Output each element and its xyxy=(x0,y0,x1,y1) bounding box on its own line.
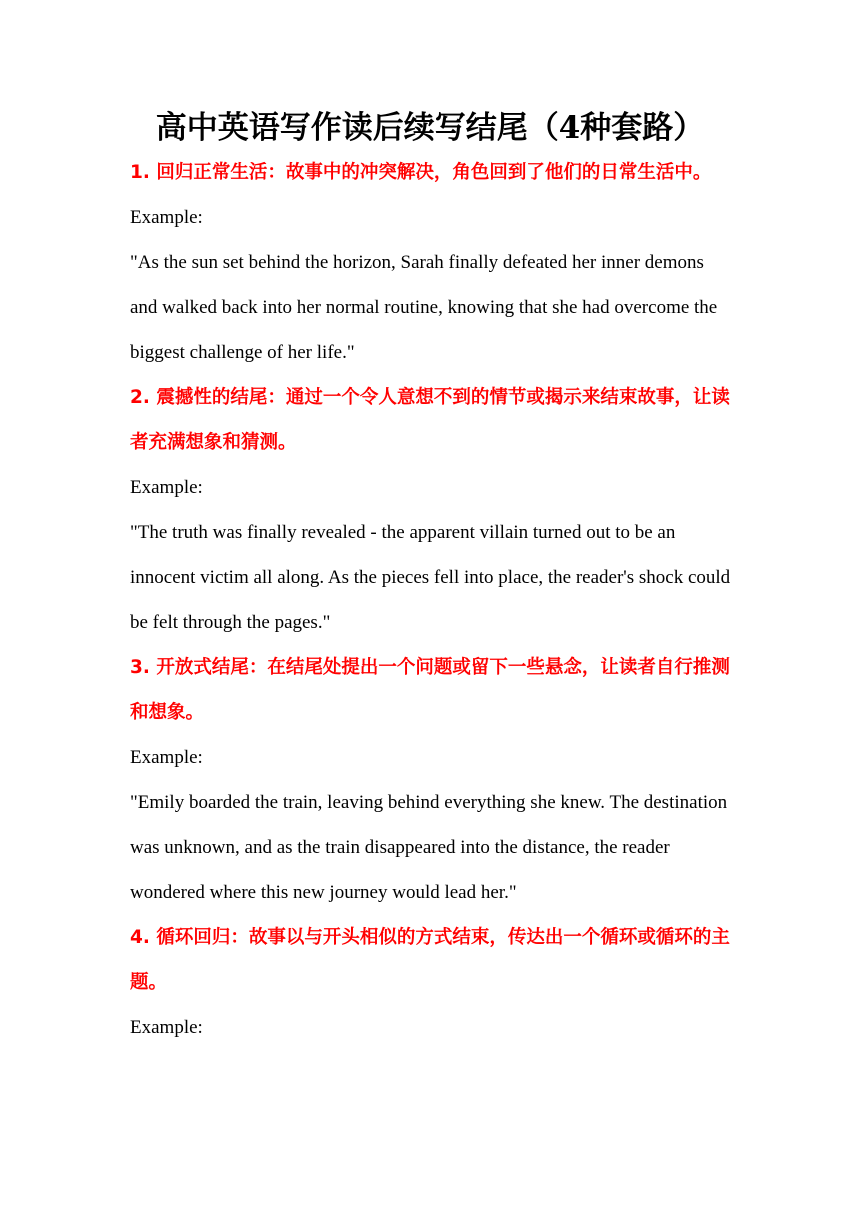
page-title: 高中英语写作读后续写结尾（4种套路） xyxy=(155,110,705,146)
section-4 xyxy=(130,915,735,1050)
example-label: Example: xyxy=(130,477,203,498)
section-2 xyxy=(130,375,735,645)
document-body xyxy=(130,150,735,1050)
example-text: "The truth was finally revealed - the apparent villain turned out to be an innocent victim all along. As the pieces fell into place, the reader's shock could be felt through the pages." xyxy=(130,522,731,633)
section-3 xyxy=(130,645,735,915)
example-label: Example: xyxy=(130,747,203,768)
section-1 xyxy=(130,150,735,375)
example-label: Example: xyxy=(130,207,203,228)
section-heading: 4. 循环回归：故事以与开头相似的方式结束，传达出一个循环或循环的主题。 xyxy=(130,927,730,993)
example-label: Example: xyxy=(130,1017,203,1038)
example-text: "As the sun set behind the horizon, Sarah finally defeated her inner demons and walked back into her normal routine, knowing that she had overcome the biggest challenge of her life." xyxy=(130,252,718,363)
section-heading: 3. 开放式结尾：在结尾处提出一个问题或留下一些悬念，让读者自行推测和想象。 xyxy=(130,657,730,723)
section-heading: 2. 震撼性的结尾：通过一个令人意想不到的情节或揭示来结束故事，让读者充满想象和猜测。 xyxy=(130,387,730,453)
example-text: "Emily boarded the train, leaving behind everything she knew. The destination was unknown, and as the train disappeared into the distance, the reader wondered where this new journey would lead her." xyxy=(130,792,728,903)
section-heading: 1. 回归正常生活：故事中的冲突解决，角色回到了他们的日常生活中。 xyxy=(130,162,712,183)
